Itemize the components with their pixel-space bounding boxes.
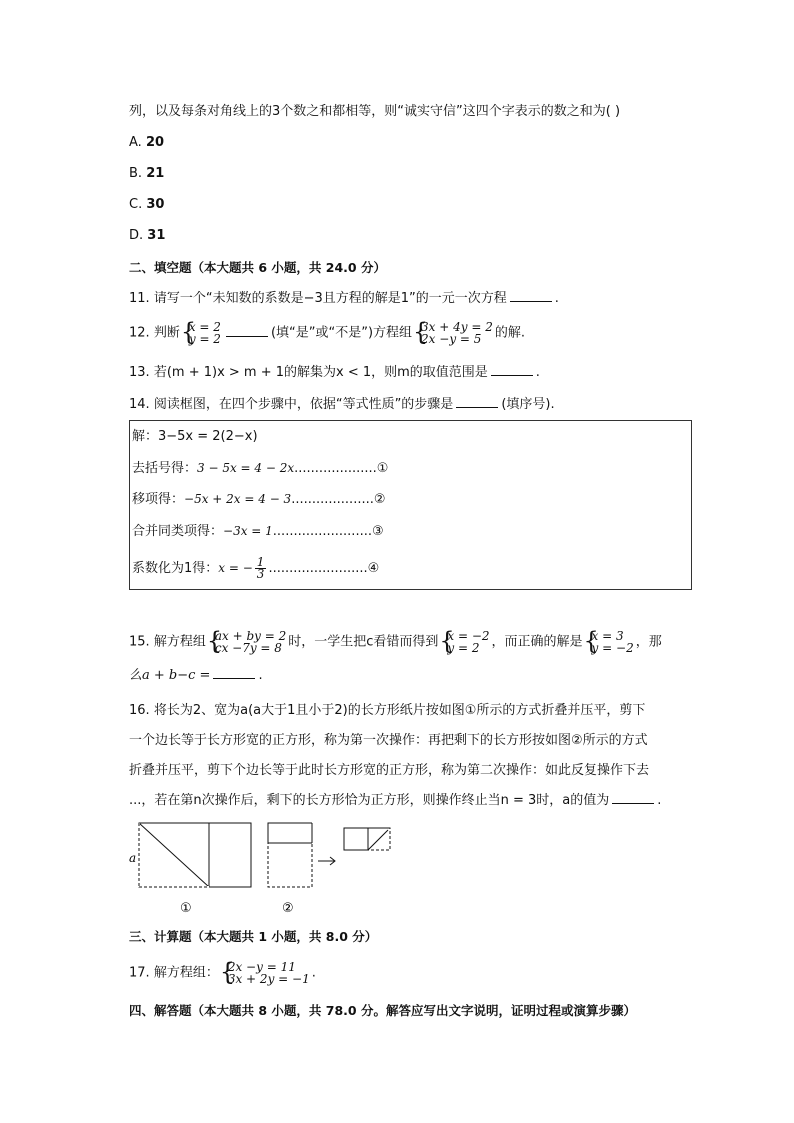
dot-leader: .................... — [294, 461, 377, 476]
step-label: 去括号得： — [132, 461, 198, 476]
question-text: (填序号). — [501, 397, 555, 412]
equation: 3x + 2y = −1 — [227, 972, 310, 986]
question-13 — [129, 363, 540, 383]
question-number: 14. — [129, 397, 150, 412]
question-text: 么a + b−c = — [129, 668, 211, 683]
intro-line: 列，以及每条对角线上的3个数之和都相等，则“诚实守信”这四个字表示的数之和为( ) — [129, 104, 621, 119]
section-heading-answer: 四、解答题（本大题共 8 小题，共 78.0 分。解答应写出文字说明，证明过程或演算步骤） — [129, 1003, 636, 1018]
question-number: 11. — [129, 291, 150, 306]
box-row-2 — [132, 489, 386, 510]
answer-blank[interactable] — [612, 791, 654, 804]
equation: { 2x −y = 11 — [227, 960, 296, 974]
step-equation: −5x + 2x = 4 − 3 — [184, 492, 292, 506]
equation-system — [414, 321, 493, 345]
question-text: ，而正确的解是 — [491, 634, 583, 650]
question-15 — [129, 630, 662, 654]
step-label: 移项得： — [132, 492, 185, 507]
figure-2 — [268, 823, 312, 916]
question-text: 解方程组 — [153, 634, 206, 650]
arrow-icon — [318, 857, 335, 865]
answer-blank[interactable] — [213, 666, 255, 679]
square — [344, 828, 368, 850]
question-11 — [129, 289, 559, 309]
fraction — [255, 557, 267, 580]
equation: 2x −y = 5 — [421, 332, 482, 346]
step-mark: ④ — [367, 561, 380, 576]
question-text: 将长为2、宽为a(a大于1且小于2)的长方形纸片按如图①所示的方式折叠并压平，剪下 — [153, 703, 646, 718]
question-number: 17. — [129, 965, 150, 981]
numerator: 1 — [256, 555, 265, 569]
figure-1-label: ① — [180, 901, 192, 916]
answer-blank[interactable] — [226, 324, 268, 337]
dot-leader: ........................ — [272, 524, 372, 539]
question-text: ...，若在第n次操作后，剩下的长方形恰为正方形，则操作终止当n = 3时，a的值为 — [129, 793, 610, 808]
figure-3 — [344, 828, 390, 850]
option-label: C. — [129, 197, 143, 212]
equation: { x = −2 — [447, 629, 490, 643]
punct: . — [535, 365, 540, 380]
rectangle-outline — [139, 823, 251, 887]
question-16-line4 — [129, 791, 661, 811]
step-equation: 3 − 5x = 4 − 2x — [197, 461, 295, 475]
option-c — [129, 195, 164, 215]
step-mark: ① — [376, 461, 389, 476]
box-row-4 — [132, 557, 379, 580]
figure-1 — [129, 823, 251, 916]
step-mark: ② — [373, 492, 386, 507]
equation: { 3x + 4y = 2 — [421, 320, 493, 334]
folding-figures — [125, 818, 405, 918]
question-text: 阅读框图，在四个步骤中，依据“等式性质”的步骤是 — [153, 397, 454, 412]
question-16-line3: 折叠并压平，剪下个边长等于此时长方形宽的正方形，称为第二次操作：如此反复操作下去 — [129, 763, 650, 778]
label-a: a — [129, 851, 137, 865]
box-row-1 — [132, 458, 388, 479]
section-heading-calculation: 三、计算题（本大题共 1 小题，共 8.0 分） — [129, 929, 378, 944]
step-equation: −3x = 1 — [223, 524, 273, 538]
equation: { ax + by = 2 — [214, 629, 287, 643]
answer-blank[interactable] — [510, 289, 552, 302]
option-value: 21 — [146, 166, 165, 181]
punct: . — [657, 793, 662, 808]
dashed-rectangle — [268, 823, 312, 887]
option-value: 30 — [146, 197, 165, 212]
question-text: 解方程组： — [153, 965, 219, 981]
option-label: A. — [129, 135, 142, 150]
punct: . — [554, 291, 559, 306]
equation: { x = 2 — [188, 320, 221, 334]
question-16-line1 — [129, 701, 645, 721]
solution-box — [129, 420, 692, 590]
equation-system — [440, 630, 489, 654]
option-d — [129, 226, 165, 246]
question-number: 13. — [129, 365, 150, 380]
section-heading-fill-in: 二、填空题（本大题共 6 小题，共 24.0 分） — [129, 260, 386, 275]
punct: . — [258, 668, 263, 683]
option-a — [129, 133, 164, 153]
step-equation: x = − — [218, 561, 253, 575]
question-text: (填“是”或“不是”)方程组 — [270, 325, 413, 341]
equation: y = −2 — [591, 641, 634, 655]
question-text: 的解. — [494, 325, 526, 341]
question-17 — [129, 961, 316, 985]
step-label: 合并同类项得： — [132, 524, 224, 539]
equation-system — [585, 630, 634, 654]
question-text: 时，一学生把c看错而得到 — [288, 634, 439, 650]
equation: cx −7y = 8 — [214, 641, 282, 655]
denominator: 3 — [256, 567, 265, 581]
question-number: 16. — [129, 703, 150, 718]
question-15-line2 — [129, 666, 263, 686]
fold-line — [368, 830, 388, 850]
answer-blank[interactable] — [491, 363, 533, 376]
dot-leader: ........................ — [268, 561, 368, 576]
question-14 — [129, 395, 555, 415]
question-text: 请写一个“未知数的系数是−3且方程的解是1”的一元一次方程 — [153, 291, 507, 306]
box-row-0: 解：3−5x = 2(2−x) — [132, 429, 258, 444]
option-label: D. — [129, 228, 144, 243]
question-number: 12. — [129, 325, 150, 341]
answer-blank[interactable] — [456, 395, 498, 408]
equation: y = 2 — [447, 641, 480, 655]
option-label: B. — [129, 166, 143, 181]
question-16-line2: 一个边长等于长方形宽的正方形，称为第一次操作：再把剩下的长方形按如图②所示的方式 — [129, 733, 648, 748]
equation: { x = 3 — [591, 629, 624, 643]
equation-system — [221, 961, 310, 985]
step-mark: ③ — [371, 524, 384, 539]
punct: . — [311, 965, 316, 981]
dot-leader: .................... — [291, 492, 374, 507]
question-12 — [129, 321, 525, 345]
question-text: ，那 — [635, 634, 662, 650]
question-text: 判断 — [153, 325, 180, 341]
equation: y = 2 — [188, 332, 221, 346]
equation-system — [182, 321, 221, 345]
option-b — [129, 164, 164, 184]
question-number: 15. — [129, 634, 150, 650]
option-value: 31 — [147, 228, 166, 243]
figure-2-label: ② — [282, 901, 294, 916]
question-text: 若(m + 1)x > m + 1的解集为x < 1，则m的取值范围是 — [153, 365, 488, 380]
box-row-3 — [132, 521, 384, 542]
equation-system — [208, 630, 286, 654]
fold-line — [139, 823, 209, 887]
step-label: 系数化为1得： — [132, 561, 219, 576]
option-value: 20 — [145, 135, 165, 150]
